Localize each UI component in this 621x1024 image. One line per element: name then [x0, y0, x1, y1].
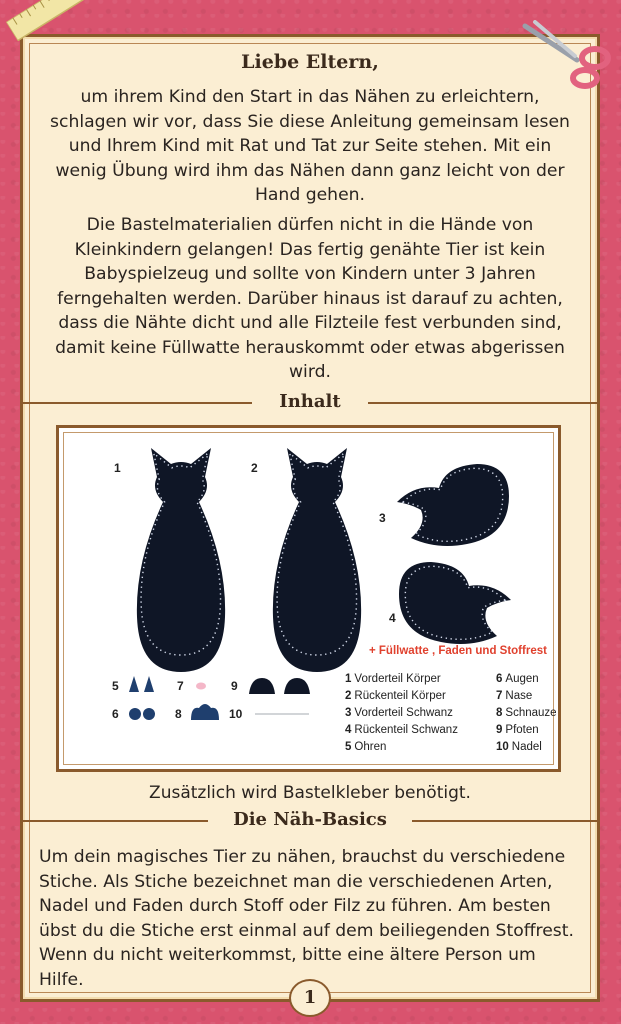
svg-text:7Nase: 7 Nase [496, 690, 533, 702]
basics-heading: Die Näh-Basics [233, 809, 387, 830]
intro-paragraph-2: Die Bastelmaterialien dürfen nicht in die Hände von Kleinkindern gelangen! Das fertig genähte Tier ist kein Babyspielzeug und sollte von Kindern unter 3 Jahren ferngehalten werden. Darüber hinaus ist darauf zu achten, dass die Nähte dicht und alle Filzteile fest verbunden sind, damit keine Füllwatte herauskommt oder etwas abgerissen wird. [55, 215, 565, 382]
extra-materials-note: + Füllwatte , Faden und Stoffrest [369, 645, 547, 657]
parts-legend [345, 673, 557, 753]
felt-snout [191, 704, 219, 720]
felt-eye-left [129, 708, 141, 720]
figure-number-9: 9 [231, 679, 238, 693]
svg-text:1Vorderteil Körper: 1 Vorderteil Körper [345, 673, 441, 685]
felt-ear-right [144, 676, 154, 692]
svg-text:3Vorderteil Schwanz: 3 Vorderteil Schwanz [345, 707, 453, 719]
figure-number-5: 5 [112, 679, 119, 693]
figure-number-1: 1 [114, 461, 121, 475]
felt-paw-1 [249, 678, 275, 694]
felt-nose [196, 683, 206, 690]
figure-number-3: 3 [379, 511, 386, 525]
basics-paragraph: Um dein magisches Tier zu nähen, brauchst du verschiedene Stiche. Als Stiche bezeichnet man die verschiedenen Arten, Nadel und Faden durch Stoff oder Filz zu führen. Am besten übst du die Stiche erst einmal auf dem beiliegenden Stoffrest. Wenn du nicht weiterkommst, bitte eine ältere Person um Hilfe. [39, 847, 574, 990]
felt-body-back [273, 448, 361, 672]
figure-number-4: 4 [389, 611, 396, 625]
svg-text:4Rückenteil Schwanz: 4 Rückenteil Schwanz [345, 724, 458, 736]
svg-text:8Schnauze: 8 Schnauze [496, 707, 557, 719]
felt-body-front [137, 448, 225, 672]
svg-text:2Rückenteil Körper: 2 Rückenteil Körper [345, 690, 446, 702]
felt-tail-front [397, 464, 509, 546]
svg-text:9Pfoten: 9 Pfoten [496, 724, 539, 736]
instruction-card [20, 34, 600, 1008]
scissors-icon [515, 20, 615, 90]
figure-number-2: 2 [251, 461, 258, 475]
page-number: 1 [289, 979, 331, 1017]
felt-eye-right [143, 708, 155, 720]
felt-tail-back [399, 562, 511, 644]
contents-photo [56, 425, 561, 772]
figure-number-8: 8 [175, 707, 182, 721]
svg-text:6Augen: 6 Augen [496, 673, 539, 685]
figure-number-6: 6 [112, 707, 119, 721]
figure-number-10: 10 [229, 707, 243, 721]
contents-divider [23, 391, 597, 415]
glue-note: Zusätzlich wird Bastelkleber benötigt. [149, 783, 471, 803]
basics-divider [23, 809, 597, 833]
figure-number-7: 7 [177, 679, 184, 693]
svg-text:10Nadel: 10 Nadel [496, 741, 542, 753]
intro-title: Liebe Eltern, [241, 51, 379, 73]
felt-paw-2 [284, 678, 310, 694]
felt-ear-left [129, 676, 139, 692]
svg-text:5Ohren: 5 Ohren [345, 741, 387, 753]
contents-figure [59, 428, 558, 769]
intro-paragraph-1: um ihrem Kind den Start in das Nähen zu erleichtern, schlagen wir vor, dass Sie diese Anleitung gemeinsam lesen und Ihrem Kind mit Rat und Tat zur Seite stehen. Mit ein wenig Übung wird ihm das Nähen dann ganz leicht von der Hand gehen. [50, 87, 570, 205]
contents-heading: Inhalt [279, 391, 341, 412]
